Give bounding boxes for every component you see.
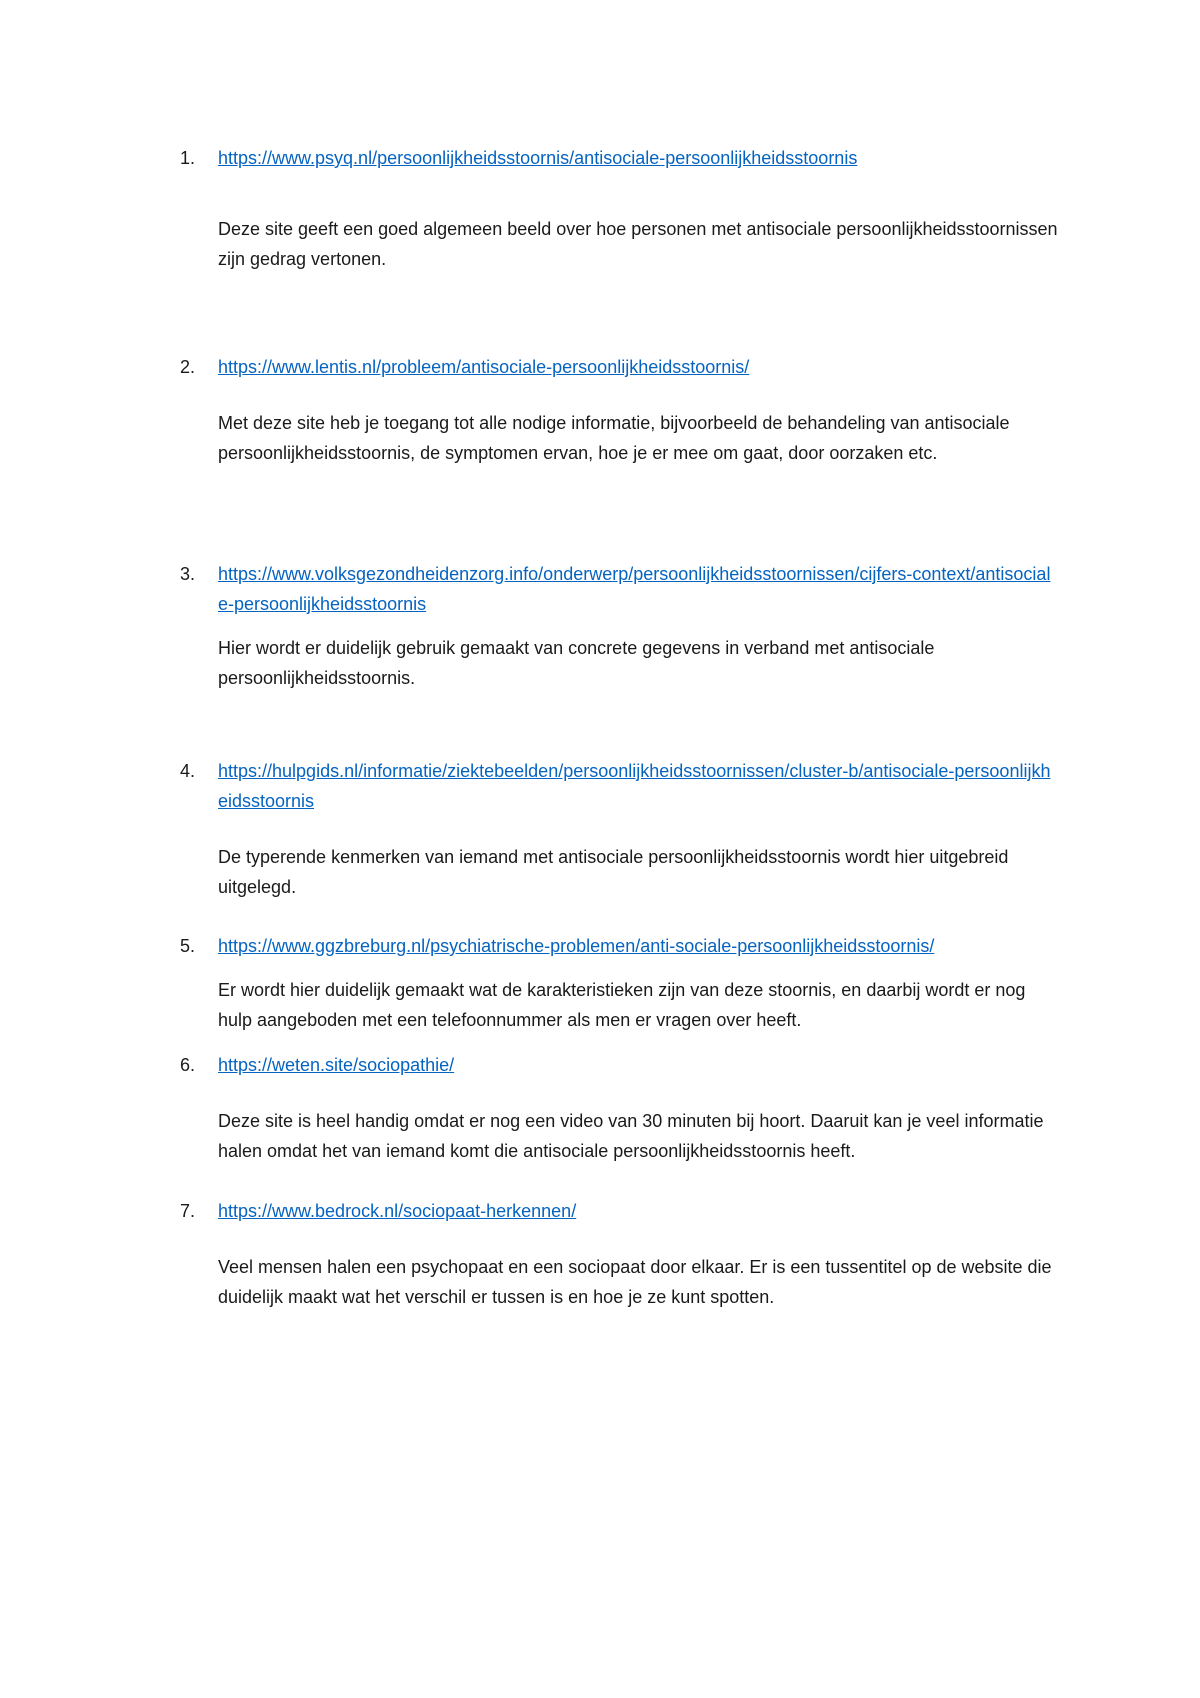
source-link[interactable]: https://www.ggzbreburg.nl/psychiatrische-problemen/anti-sociale-persoonlijkheidsstoornis/: [218, 936, 935, 956]
list-item: [180, 1050, 1060, 1166]
list-number: 6.: [180, 1055, 196, 1075]
list-number: 2.: [180, 357, 196, 377]
list-number: 1.: [180, 148, 196, 168]
source-link[interactable]: https://www.volksgezondheidenzorg.info/onderwerp/persoonlijkheidsstoornissen/cijfers-context/antisociale-persoonlijkheidsstoornis: [218, 564, 1051, 614]
source-link[interactable]: https://www.psyq.nl/persoonlijkheidsstoornis/antisociale-persoonlijkheidsstoornis: [218, 148, 858, 168]
list-number: 3.: [180, 564, 196, 584]
list-number: 7.: [180, 1201, 196, 1221]
list-number: 5.: [180, 936, 196, 956]
list-item: [180, 143, 1060, 274]
list-item: [180, 1196, 1060, 1312]
source-description: Deze site geeft een goed algemeen beeld over hoe personen met antisociale persoonlijkheidsstoornissen zijn gedrag vertonen.: [218, 219, 1058, 269]
source-link[interactable]: https://hulpgids.nl/informatie/ziektebeelden/persoonlijkheidsstoornissen/cluster-b/antisociale-persoonlijkheidsstoornis: [218, 761, 1051, 811]
source-link[interactable]: https://weten.site/sociopathie/: [218, 1055, 455, 1075]
source-description: Hier wordt er duidelijk gebruik gemaakt van concrete gegevens in verband met antisociale persoonlijkheidsstoornis.: [218, 638, 935, 688]
list-number: 4.: [180, 761, 196, 781]
list-item: [180, 756, 1060, 902]
source-link[interactable]: https://www.lentis.nl/probleem/antisociale-persoonlijkheidsstoornis/: [218, 357, 750, 377]
source-description: De typerende kenmerken van iemand met antisociale persoonlijkheidsstoornis wordt hier uitgebreid uitgelegd.: [218, 847, 1009, 897]
list-item: [180, 352, 1060, 468]
source-description: Veel mensen halen een psychopaat en een sociopaat door elkaar. Er is een tussentitel op de website die duidelijk maakt wat het verschil er tussen is en hoe je ze kunt spotten.: [218, 1257, 1052, 1307]
source-description: Met deze site heb je toegang tot alle nodige informatie, bijvoorbeeld de behandeling van antisociale persoonlijkheidsstoornis, de symptomen ervan, hoe je er mee om gaat, door oorzaken etc.: [218, 413, 1010, 463]
list-item: [180, 931, 1060, 1035]
list-item: [180, 559, 1060, 693]
source-description: Deze site is heel handig omdat er nog een video van 30 minuten bij hoort. Daaruit kan je veel informatie halen omdat het van iemand komt die antisociale persoonlijkheidsstoornis heeft.: [218, 1111, 1044, 1161]
source-description: Er wordt hier duidelijk gemaakt wat de karakteristieken zijn van deze stoornis, en daarbij wordt er nog hulp aangeboden met een telefoonnummer als men er vragen over heeft.: [218, 980, 1026, 1030]
source-link[interactable]: https://www.bedrock.nl/sociopaat-herkennen/: [218, 1201, 577, 1221]
